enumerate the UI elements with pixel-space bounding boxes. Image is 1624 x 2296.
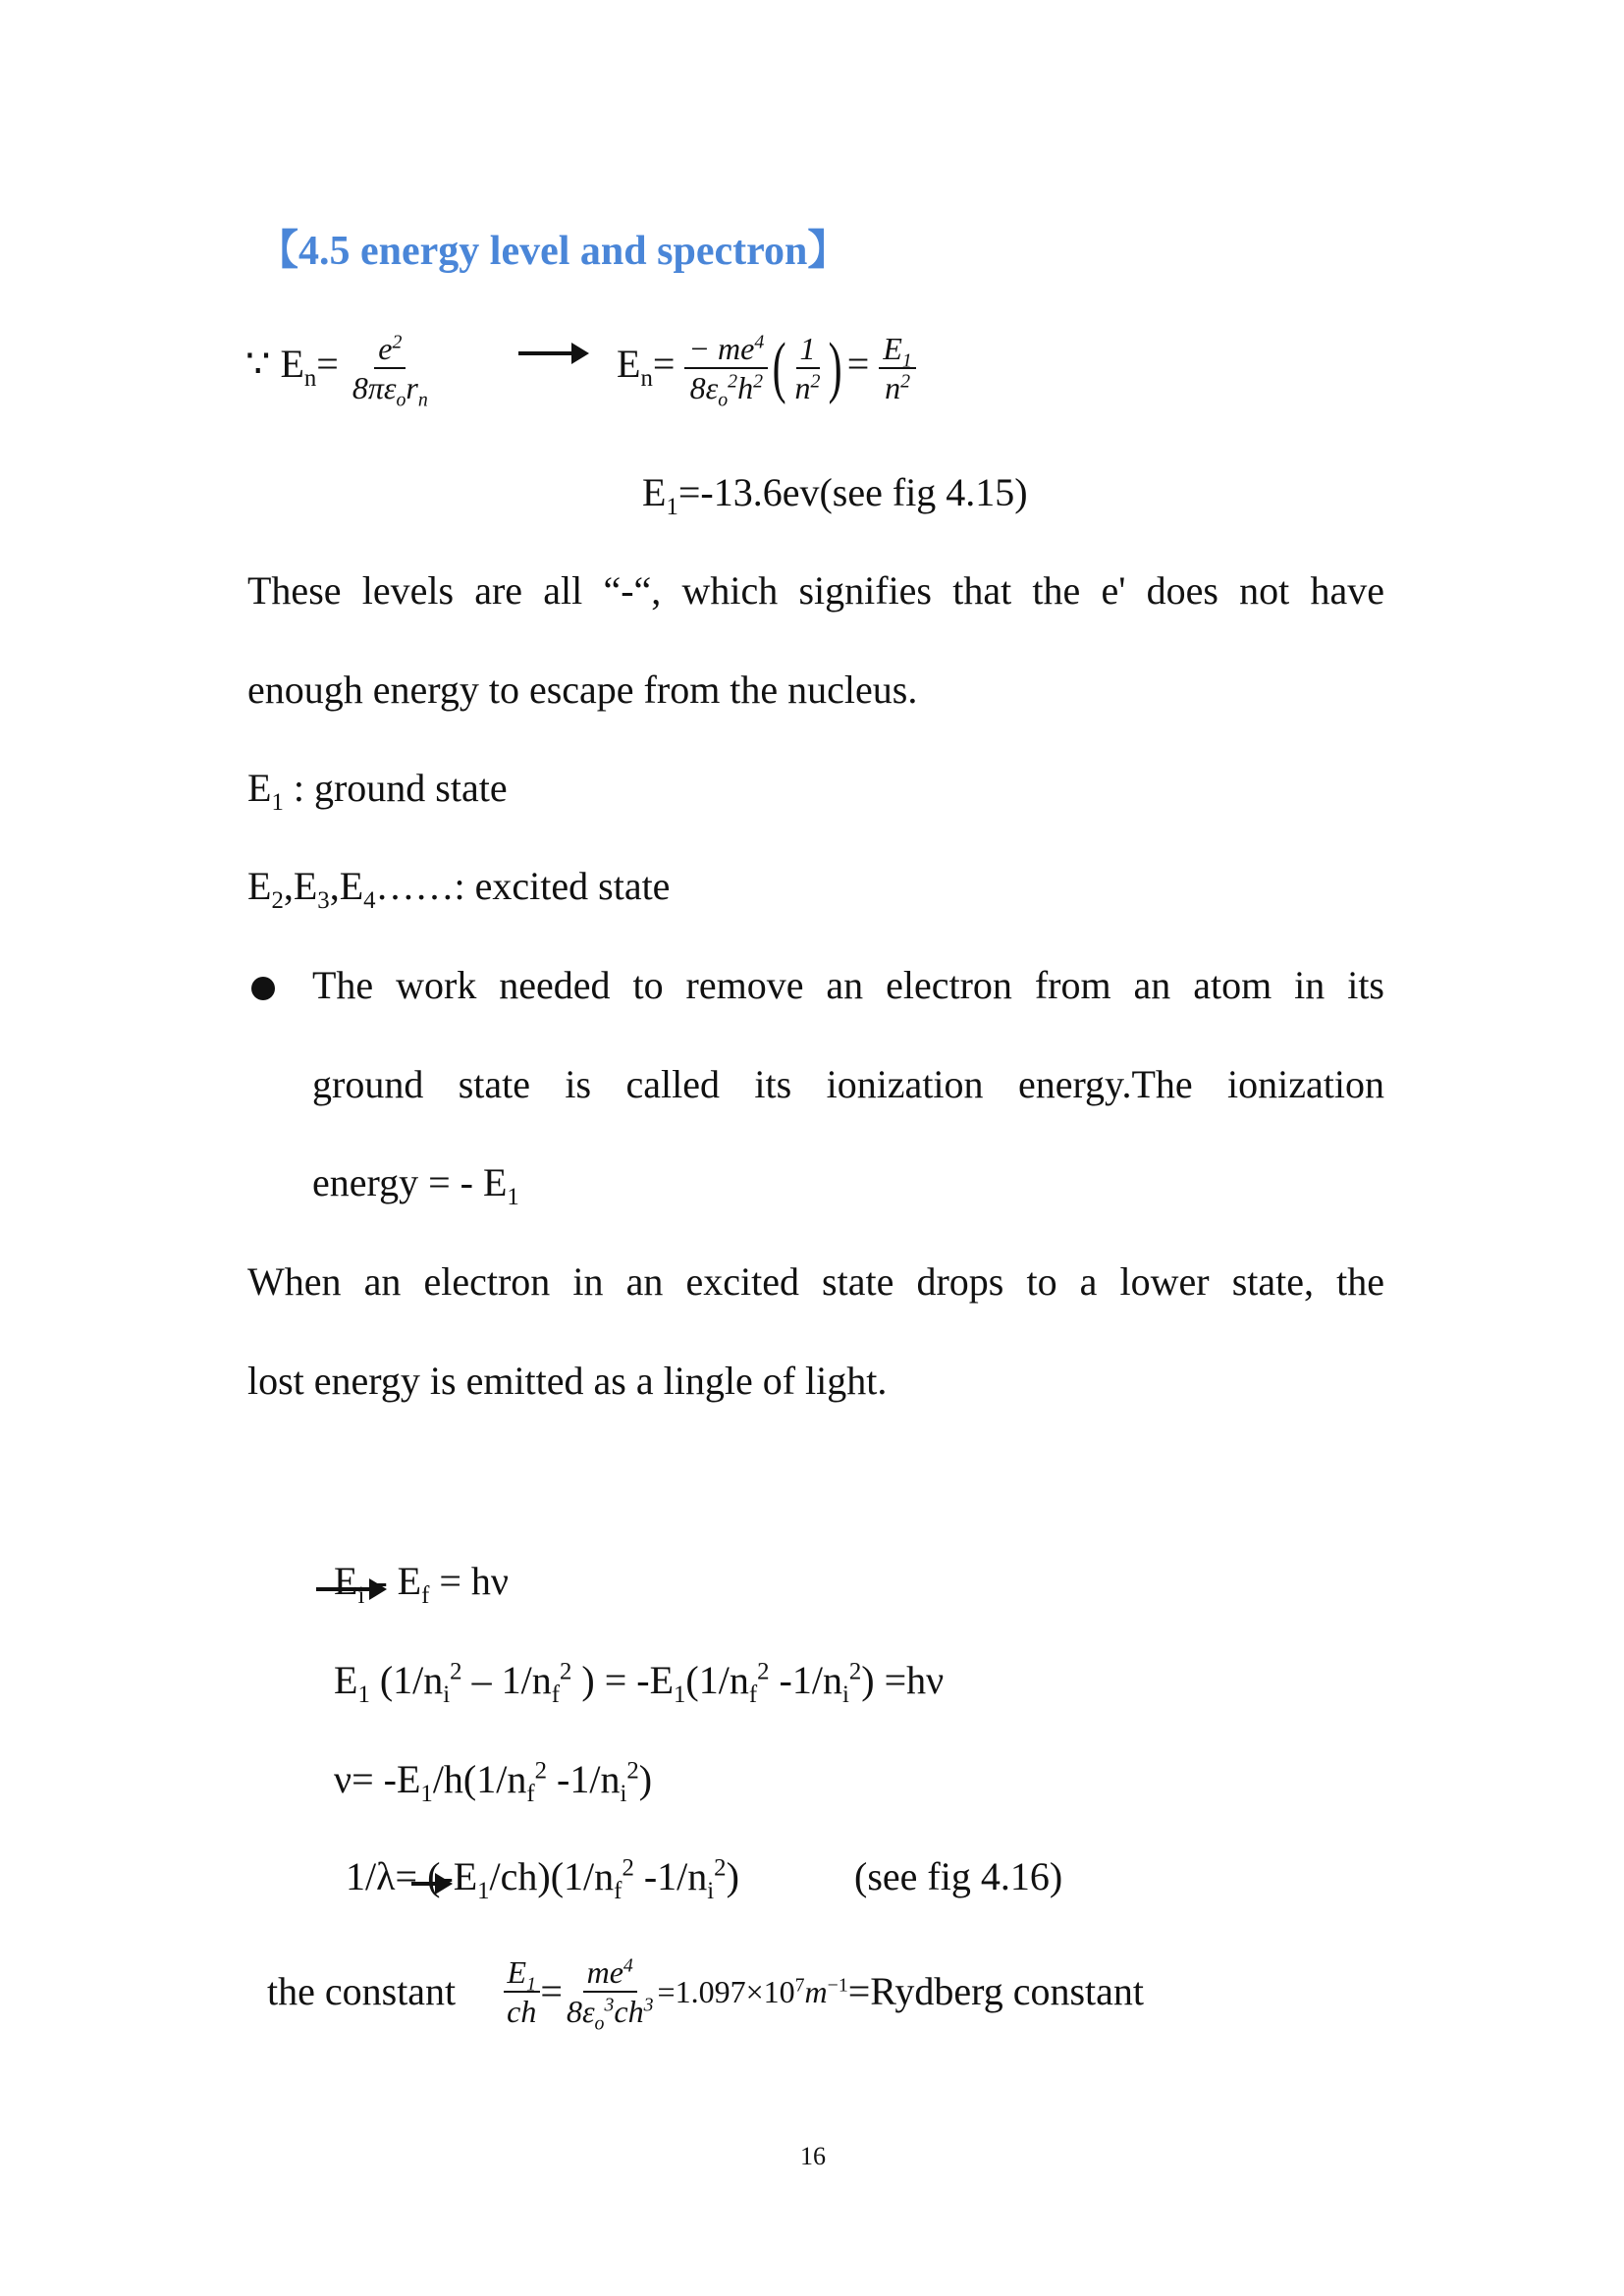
rydberg-constant-line: [267, 1953, 1145, 2035]
eq-text: 2: [392, 331, 403, 353]
bullet-line-2: ground state is called its ionization energy.The ionization: [312, 1062, 1384, 1106]
eq-text: ……: excited state: [375, 864, 671, 908]
eq-text: n: [640, 365, 653, 393]
eq-text: 1: [901, 349, 912, 372]
eq-text: o: [594, 2012, 605, 2035]
because-symbol: ∵: [245, 342, 271, 387]
eq-text: o: [718, 389, 729, 411]
eq-text: 4: [754, 331, 765, 353]
eq-text: 1: [666, 494, 678, 520]
eq-text: ,E: [329, 864, 364, 908]
paren: (: [772, 330, 786, 405]
eq-text: h: [737, 370, 754, 405]
eq-text: E: [247, 864, 272, 908]
eq-text: =-13.6ev(see fig 4.15): [677, 470, 1028, 514]
eq-text: energy = - E: [312, 1160, 508, 1204]
eq-text: 7: [794, 1974, 805, 1997]
eq-text: 2: [271, 887, 284, 914]
eq-text: 1: [507, 1184, 519, 1210]
eq-text: : ground state: [283, 766, 508, 810]
eq-text: m: [804, 1974, 828, 2009]
eq-text: 4: [363, 887, 376, 914]
eq-text: 2: [728, 370, 738, 393]
figure-reference: (see fig 4.16): [854, 1854, 1063, 1898]
eq-text: 3: [643, 1994, 654, 2016]
ground-state-line: [247, 765, 508, 816]
eq-text: ch: [614, 1994, 644, 2029]
paragraph-levels: These levels are all “-“, which signifies that the e' does not have: [247, 568, 1384, 613]
equation-wavelength: $1/\lambda= (-E_1/ch)(1/n_f^2$ $-1/n_i^2$): [346, 1854, 739, 1904]
eq-text: E: [334, 1559, 358, 1603]
eq-text: E: [247, 766, 272, 810]
equation-energy-difference: [334, 1558, 510, 1609]
eq-text: =: [540, 1969, 563, 2013]
ground-energy-value: [642, 469, 1028, 520]
eq-text: - E: [364, 1559, 422, 1603]
eq-text: − me: [688, 331, 755, 366]
eq-text: = hν: [429, 1559, 510, 1603]
eq-text: =Rydberg constant: [847, 1969, 1145, 2013]
eq-text: o: [396, 389, 406, 411]
eq-text: n: [794, 370, 811, 405]
eq-text: =: [316, 342, 339, 387]
eq-text: 2: [753, 370, 763, 393]
bullet-line-1: The work needed to remove an electron from an atom in its: [312, 963, 1384, 1007]
fraction: [349, 330, 432, 411]
eq-text: =1.097×10: [657, 1974, 795, 2009]
fraction: [684, 330, 768, 411]
eq-text: 3: [317, 887, 330, 914]
eq-text: −1: [827, 1974, 848, 1997]
paragraph-emission: When an electron in an excited state drops to a lower state, the: [247, 1259, 1384, 1304]
eq-text: 2: [810, 370, 821, 393]
equation-energy-level-expanded: [617, 330, 916, 411]
eq-text: 8πε: [352, 370, 397, 405]
eq-text: 1: [271, 789, 284, 816]
eq-text: 1: [526, 1973, 536, 1996]
page-number: 16: [800, 2142, 826, 2170]
bullet-icon: [251, 977, 275, 1000]
eq-text: n: [303, 365, 317, 393]
eq-text: 3: [604, 1994, 615, 2016]
eq-text: e: [378, 331, 393, 366]
eq-text: me: [586, 1954, 623, 1990]
eq-text: E: [642, 470, 667, 514]
eq-text: =: [652, 342, 676, 387]
eq-text: r: [406, 370, 418, 405]
eq-text: the constant: [267, 1969, 457, 2013]
paragraph-levels-cont: enough energy to escape from the nucleus.: [247, 667, 918, 712]
eq-text: i: [357, 1582, 365, 1609]
eq-text: E: [507, 1954, 527, 1990]
eq-text: f: [421, 1582, 430, 1609]
fraction: $\frac{E_1}{ch}$: [503, 1953, 540, 2030]
section-title: 【4.5 energy level and spectron】: [257, 229, 849, 274]
eq-text: n: [885, 370, 901, 405]
equation-frequency: $\nu= -E_1/h(1/n_f^2$ $-1/n_i^2$): [334, 1757, 653, 1807]
eq-text: E: [617, 342, 641, 387]
fraction: [879, 330, 915, 406]
eq-text: 2: [900, 370, 911, 393]
excited-state-line: [247, 863, 671, 914]
paragraph-emission-cont: lost energy is emitted as a lingle of light.: [247, 1359, 888, 1403]
paren: ): [829, 330, 843, 405]
bullet-line-3: [312, 1159, 519, 1210]
eq-text: ,E: [283, 864, 318, 908]
arrow-right-icon: [518, 351, 585, 355]
eq-text: 8ε: [566, 1994, 595, 2029]
eq-text: 8ε: [689, 370, 719, 405]
fraction: $\frac{1}{n^2}$: [794, 331, 821, 405]
eq-text: E: [280, 342, 304, 387]
equation-hv: $E_1$ ($1/n_i^2 - 1/n_f^2$ ) = $-E_1(1/n_f^2$ $-1/n_i^2) =h\nu$: [334, 1658, 945, 1708]
equation-energy-level: [245, 330, 432, 411]
eq-text: n: [417, 389, 428, 411]
eq-text: E: [883, 331, 902, 366]
eq-text: 4: [623, 1954, 633, 1977]
eq-text: =: [846, 342, 870, 387]
fraction: [563, 1953, 658, 2035]
